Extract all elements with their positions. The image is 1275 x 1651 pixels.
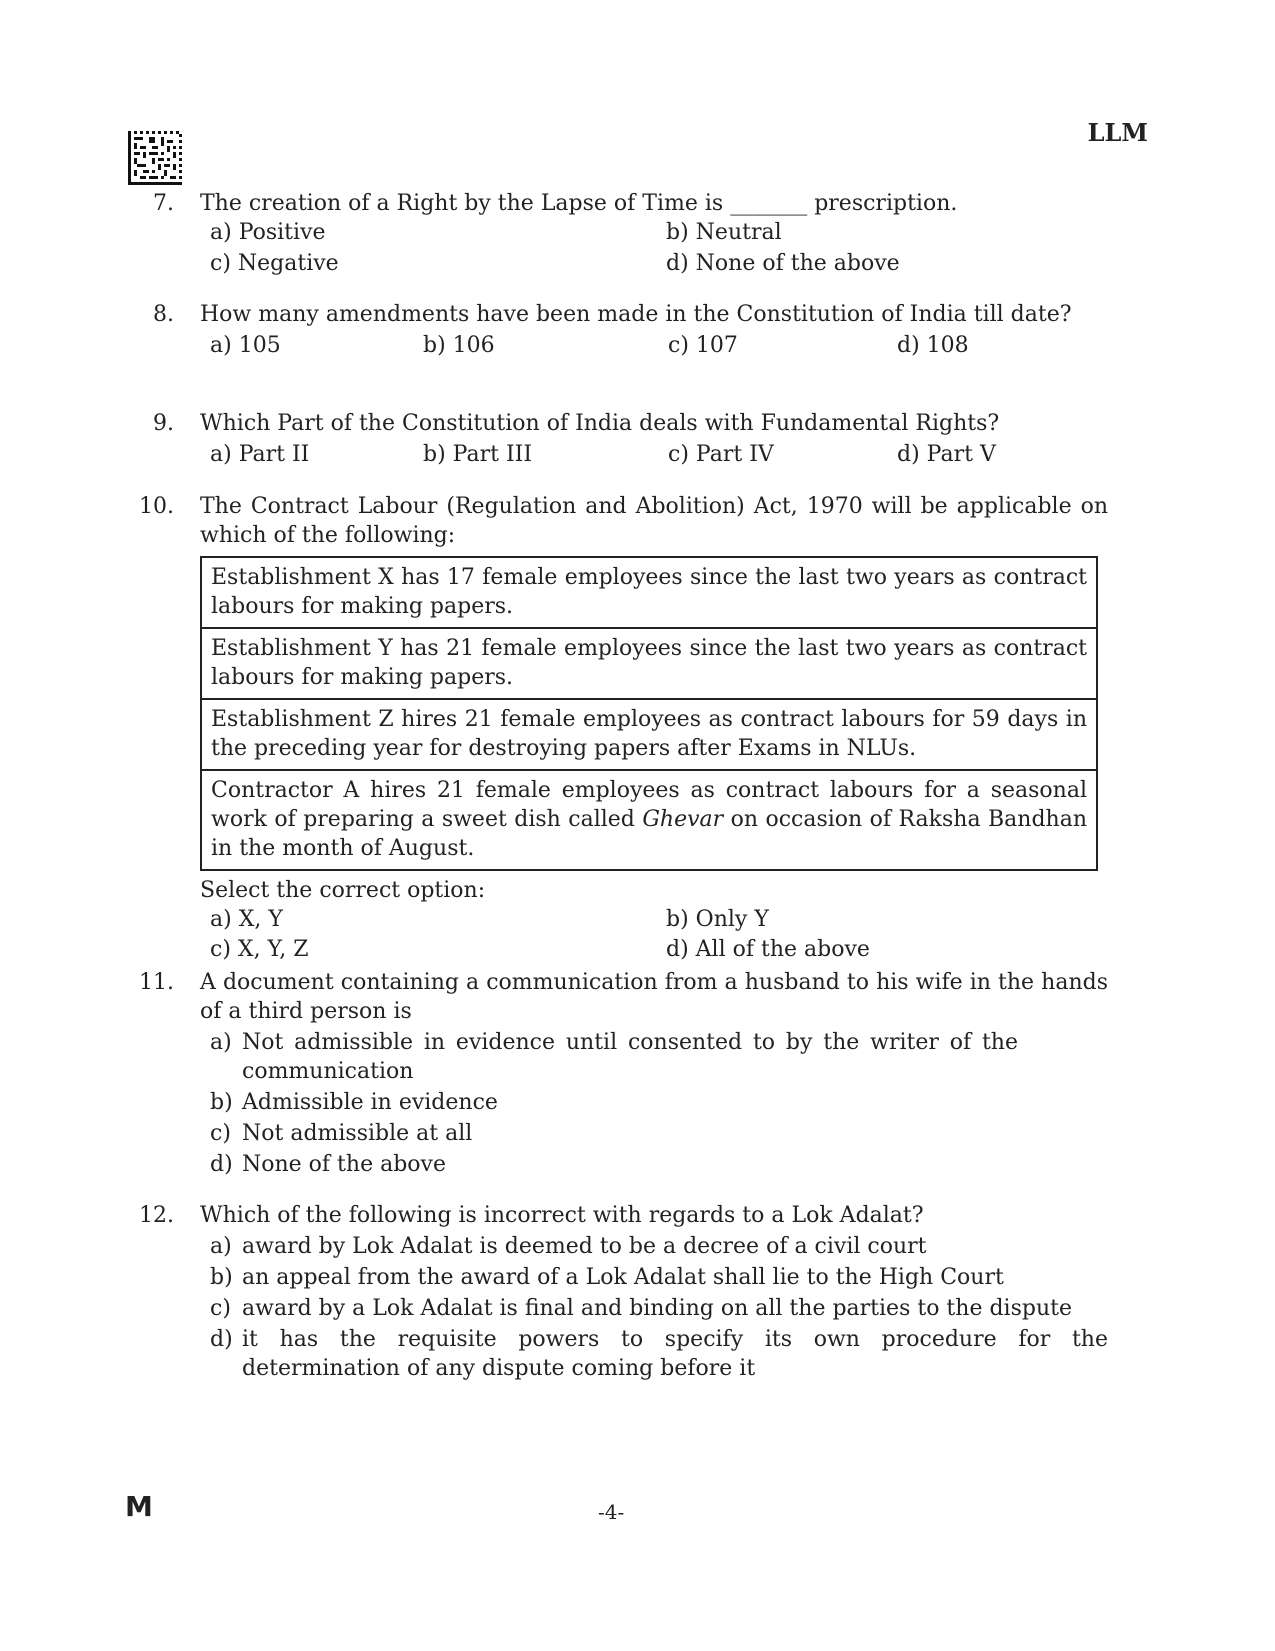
question-7 [128, 189, 1108, 278]
option-text: award by Lok Adalat is deemed to be a decree of a civil court [242, 1234, 927, 1259]
qr-code-icon [128, 131, 182, 185]
option-text: 105 [238, 333, 281, 358]
option-c[interactable] [210, 935, 309, 964]
option-b[interactable] [423, 331, 495, 360]
option-letter: d) [666, 251, 689, 276]
table-cell-italic: Ghevar [642, 807, 724, 832]
select-prompt: Select the correct option: [200, 878, 486, 903]
option-text: Not admissible at all [242, 1121, 473, 1146]
option-letter: a) [210, 907, 232, 932]
option-text: Neutral [695, 220, 782, 245]
option-letter: d) [210, 1152, 233, 1177]
option-letter: b) [210, 1265, 233, 1290]
option-text: 108 [926, 333, 969, 358]
option-text: Not admissible in evidence until consented to by the writer of the communication [242, 1030, 1018, 1084]
option-letter: d) [897, 442, 920, 467]
option-d[interactable] [897, 331, 969, 360]
option-b[interactable] [210, 1263, 1108, 1292]
table-cell [201, 770, 1097, 870]
statements-table [200, 556, 1098, 871]
option-text: Part IV [695, 442, 774, 467]
question-number: 9. [153, 411, 174, 436]
option-letter: b) [423, 333, 446, 358]
table-row [201, 628, 1097, 699]
question-text: How many amendments have been made in the Constitution of India till date? [200, 302, 1072, 327]
options-row [210, 331, 1108, 361]
question-8 [128, 300, 1108, 361]
option-text: 106 [452, 333, 495, 358]
table-cell-text: on occasion of Raksha Bandhan in the month of August. [211, 807, 1088, 861]
option-a[interactable] [210, 331, 281, 360]
option-a[interactable] [210, 218, 326, 247]
option-letter: c) [210, 1121, 231, 1146]
option-b[interactable] [210, 1088, 1108, 1117]
option-letter: a) [210, 442, 232, 467]
option-text: it has the requisite powers to specify its own procedure for the determination of any dispute coming before it [242, 1327, 1108, 1381]
option-letter: b) [666, 907, 689, 932]
option-b[interactable] [666, 218, 782, 247]
option-text: Part V [926, 442, 996, 467]
option-letter: c) [668, 333, 689, 358]
option-letter: d) [666, 937, 689, 962]
table-cell: Establishment Z hires 21 female employees as contract labours for 59 days in the preceding year for destroying papers after Exams in NLUs. [201, 699, 1097, 770]
paper-code: LLM [1087, 118, 1148, 147]
option-letter: a) [210, 333, 232, 358]
option-text: Part II [238, 442, 310, 467]
option-letter: b) [666, 220, 689, 245]
option-letter: b) [423, 442, 446, 467]
table-cell: Establishment Y has 21 female employees since the last two years as contract labours for making papers. [201, 628, 1097, 699]
option-d[interactable] [666, 935, 870, 964]
option-letter: c) [668, 442, 689, 467]
table-cell: Establishment X has 17 female employees since the last two years as contract labours for making papers. [201, 557, 1097, 628]
options-grid [210, 218, 1108, 278]
question-number: 11. [139, 970, 174, 995]
option-c[interactable] [210, 249, 339, 278]
option-a[interactable] [210, 905, 283, 934]
options-row [210, 440, 1108, 470]
table-row [201, 699, 1097, 770]
option-text: All of the above [695, 937, 870, 962]
options-list [210, 1028, 1108, 1179]
set-mark: M [125, 1490, 153, 1523]
option-text: Only Y [695, 907, 769, 932]
option-text: Positive [238, 220, 326, 245]
option-text: None of the above [242, 1152, 446, 1177]
option-letter: d) [897, 333, 920, 358]
question-11 [128, 968, 1108, 1179]
option-b[interactable] [423, 440, 532, 469]
table-cell-text: Contractor A hires 21 female employees as contract labours for a seasonal work of preparing a sweet dish called [211, 778, 1087, 832]
option-letter: a) [210, 1030, 232, 1055]
option-letter: c) [210, 251, 231, 276]
option-text: an appeal from the award of a Lok Adalat shall lie to the High Court [242, 1265, 1004, 1290]
question-text: Which of the following is incorrect with regards to a Lok Adalat? [200, 1203, 924, 1228]
option-d[interactable] [210, 1150, 1108, 1179]
question-number: 12. [139, 1203, 174, 1228]
question-text: A document containing a communication from a husband to his wife in the hands of a third person is [200, 970, 1108, 1024]
option-b[interactable] [666, 905, 769, 934]
question-12 [128, 1201, 1108, 1383]
option-c[interactable] [210, 1119, 1108, 1148]
question-9 [128, 409, 1108, 470]
options-grid [210, 905, 1108, 965]
option-text: Admissible in evidence [242, 1090, 498, 1115]
option-a[interactable] [210, 440, 309, 469]
option-letter: c) [210, 937, 231, 962]
question-number: 10. [139, 494, 174, 519]
option-text: Negative [237, 251, 339, 276]
option-a[interactable] [210, 1028, 1108, 1086]
page-number: -4- [598, 1500, 625, 1524]
option-letter: a) [210, 1234, 232, 1259]
question-number: 7. [153, 191, 174, 216]
option-d[interactable] [210, 1325, 1108, 1383]
option-d[interactable] [666, 249, 900, 278]
table-row [201, 557, 1097, 628]
question-number: 8. [153, 302, 174, 327]
option-text: X, Y, Z [237, 937, 309, 962]
option-c[interactable] [210, 1294, 1108, 1323]
option-letter: d) [210, 1327, 233, 1352]
option-d[interactable] [897, 440, 996, 469]
option-text: Part III [452, 442, 533, 467]
question-text: Which Part of the Constitution of India deals with Fundamental Rights? [200, 411, 1000, 436]
option-letter: c) [210, 1296, 231, 1321]
table-row [201, 770, 1097, 870]
options-list [210, 1232, 1108, 1383]
question-text: The creation of a Right by the Lapse of Time is _______ prescription. [200, 191, 958, 216]
option-text: 107 [695, 333, 738, 358]
option-text: X, Y [238, 907, 283, 932]
option-text: award by a Lok Adalat is final and binding on all the parties to the dispute [242, 1296, 1072, 1321]
option-text: None of the above [695, 251, 900, 276]
option-letter: a) [210, 220, 232, 245]
option-a[interactable] [210, 1232, 1108, 1261]
option-c[interactable] [668, 331, 738, 360]
question-10 [128, 492, 1108, 965]
option-letter: b) [210, 1090, 233, 1115]
question-text: The Contract Labour (Regulation and Abolition) Act, 1970 will be applicable on which of the following: [200, 494, 1108, 548]
option-c[interactable] [668, 440, 774, 469]
